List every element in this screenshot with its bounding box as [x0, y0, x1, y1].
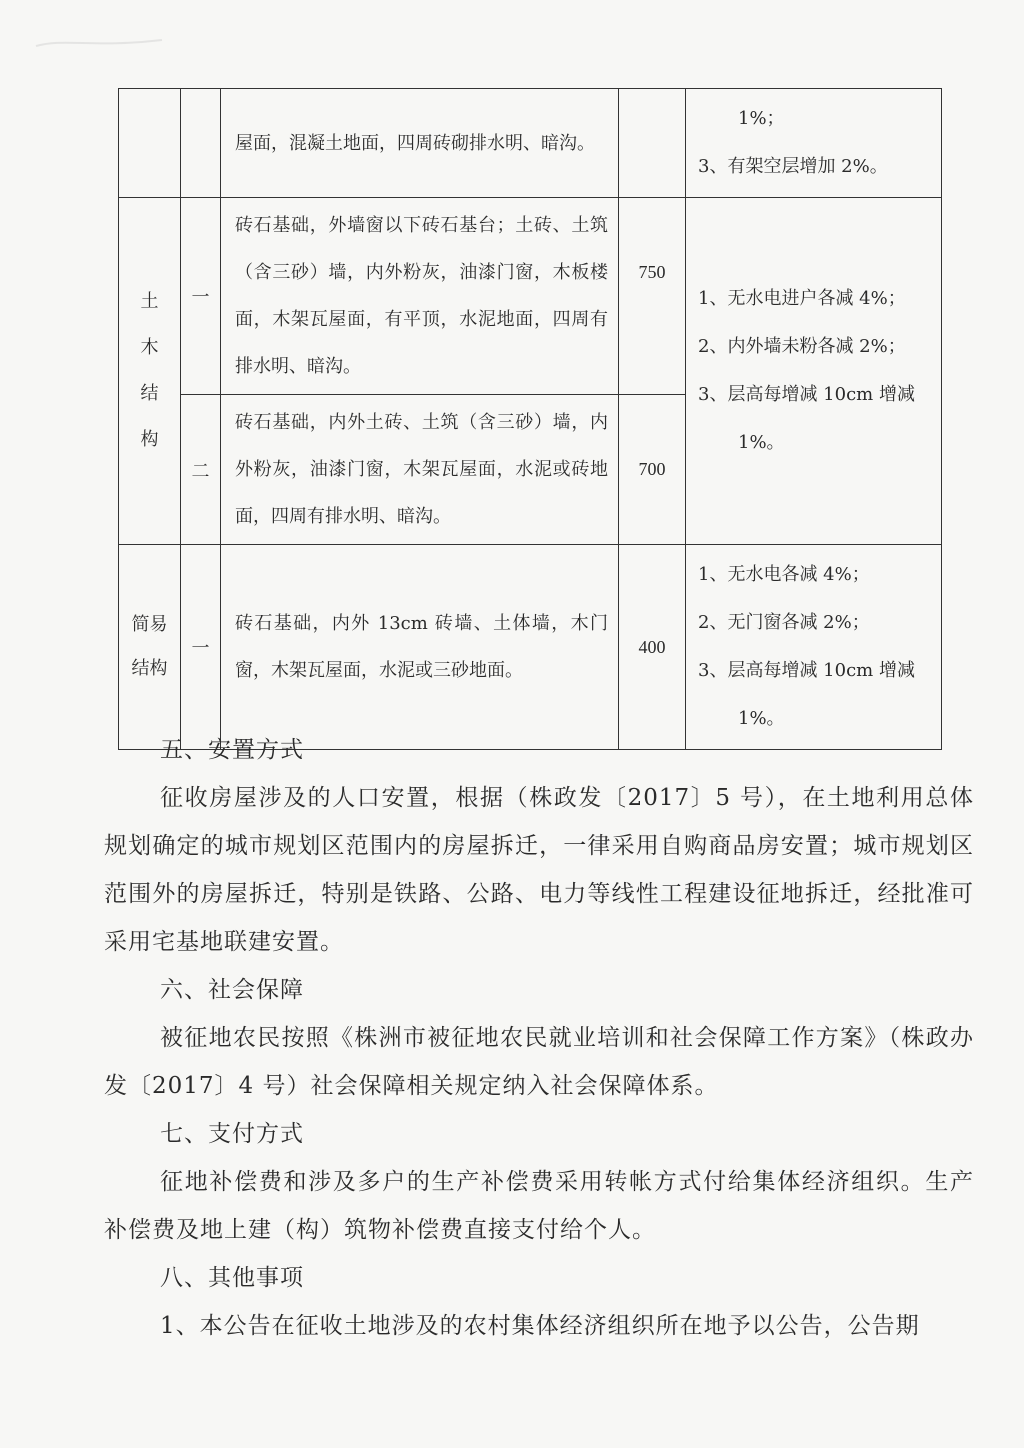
- category-char: 木: [140, 337, 159, 358]
- category-cell: [119, 89, 181, 198]
- category-cell-jianyi: [119, 545, 181, 750]
- category-word: 结构: [131, 658, 168, 679]
- description-cell: 砖石基础，内外土砖、土筑（含三砂）墙，内外粉灰，油漆门窗，木架瓦屋面，水泥或砖地面，四周有排水明、暗沟。: [221, 395, 619, 545]
- section-paragraph: 征地补偿费和涉及多户的生产补偿费采用转帐方式付给集体经济组织。生产补偿费及地上建（构）筑物补偿费直接支付给个人。: [104, 1169, 974, 1243]
- section-heading: 六、社会保障: [160, 977, 304, 1003]
- body-text: [104, 726, 974, 1350]
- adjustment-cell: [686, 89, 942, 198]
- description-cell: 砖石基础，外墙窗以下砖石基台；土砖、土筑（含三砂）墙，内外粉灰，油漆门窗，木板楼面，木架瓦屋面，有平顶，水泥地面，四周有排水明、暗沟。: [221, 198, 619, 395]
- adjustment-line: 2、内外墙未粉各减 2%；: [698, 336, 906, 357]
- category-char: 土: [140, 291, 159, 312]
- category-char: 结: [140, 383, 159, 404]
- price-cell: 400: [619, 545, 686, 750]
- housing-compensation-table: [118, 88, 942, 750]
- scan-artifact: [34, 34, 164, 52]
- adjustment-line: 1、无水电各减 4%；: [698, 564, 870, 585]
- adjustment-line: 3、层高每增减 10cm 增减: [698, 384, 915, 405]
- description-cell: 屋面，混凝土地面，四周砖砌排水明、暗沟。: [221, 89, 619, 198]
- adjustment-line: 2、无门窗各减 2%；: [698, 612, 870, 633]
- section-heading: 七、支付方式: [160, 1121, 304, 1147]
- table-row: [119, 198, 942, 395]
- adjustment-line: 1%。: [738, 432, 785, 453]
- adjustment-line: 1%；: [738, 108, 785, 129]
- grade-cell: 一: [181, 545, 221, 750]
- section-paragraph: 被征地农民按照《株洲市被征地农民就业培训和社会保障工作方案》（株政办发〔2017〕4 号）社会保障相关规定纳入社会保障体系。: [104, 1025, 974, 1099]
- grade-cell: 一: [181, 198, 221, 395]
- adjustment-line: 1%。: [738, 708, 785, 729]
- price-cell: 700: [619, 395, 686, 545]
- category-word: 简易: [131, 614, 168, 635]
- section-heading: 五、安置方式: [160, 737, 304, 763]
- adjustment-line: 1、无水电进户各减 4%；: [698, 288, 906, 309]
- price-cell: 750: [619, 198, 686, 395]
- description-cell: 砖石基础，内外 13cm 砖墙、土体墙，木门窗，木架瓦屋面，水泥或三砂地面。: [221, 545, 619, 750]
- adjustment-cell: [686, 198, 942, 545]
- table-row: [119, 545, 942, 750]
- adjustment-line: 3、有架空层增加 2%。: [698, 156, 888, 177]
- adjustment-line: 3、层高每增减 10cm 增减: [698, 660, 915, 681]
- table-row: [119, 89, 942, 198]
- category-cell-tumu: [119, 198, 181, 545]
- grade-cell: [181, 89, 221, 198]
- section-paragraph: 1、本公告在征收土地涉及的农村集体经济组织所在地予以公告，公告期: [160, 1313, 920, 1339]
- grade-cell: 二: [181, 395, 221, 545]
- price-cell: [619, 89, 686, 198]
- section-heading: 八、其他事项: [160, 1265, 304, 1291]
- category-char: 构: [140, 429, 159, 450]
- section-paragraph: 征收房屋涉及的人口安置，根据（株政发〔2017〕5 号），在土地利用总体规划确定的城市规划区范围内的房屋拆迁，一律采用自购商品房安置；城市规划区范围外的房屋拆迁，特别是铁路、公路、电力等线性工程建设征地拆迁，经批准可采用宅基地联建安置。: [104, 785, 974, 955]
- adjustment-cell: [686, 545, 942, 750]
